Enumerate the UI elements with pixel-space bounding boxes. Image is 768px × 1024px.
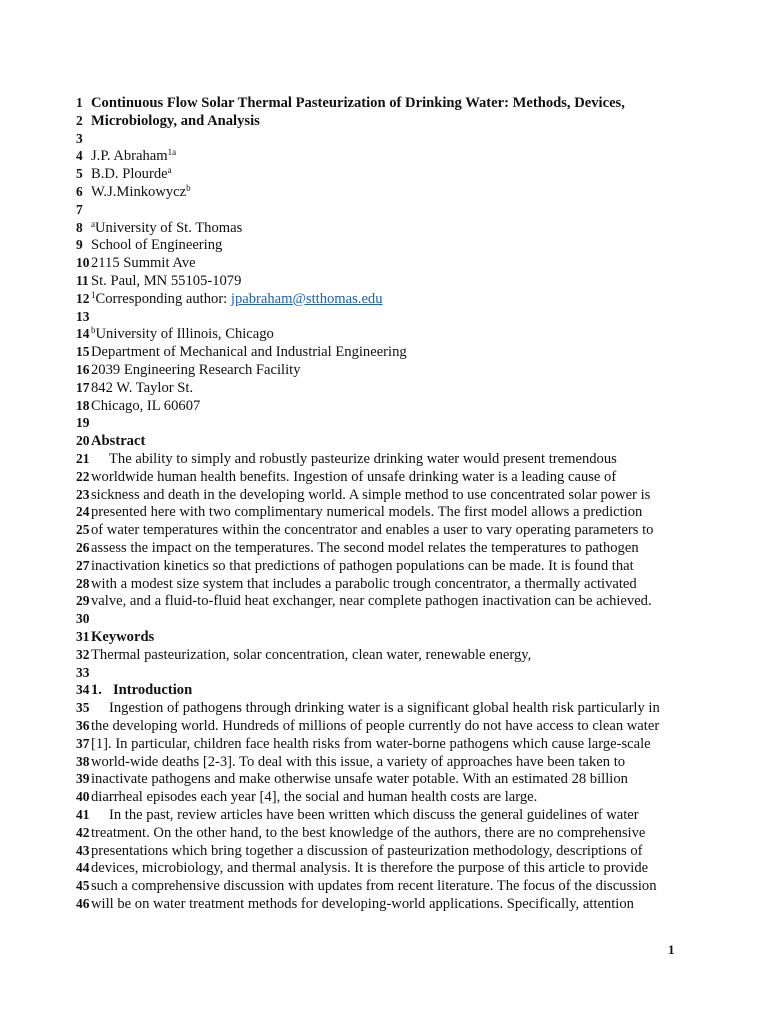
line-number: 14 bbox=[76, 326, 90, 342]
line-number: 13 bbox=[76, 308, 90, 324]
line-number: 30 bbox=[76, 611, 90, 627]
line-number: 33 bbox=[76, 664, 90, 680]
line-content bbox=[91, 647, 531, 663]
manuscript-line bbox=[76, 717, 696, 735]
line-number: 18 bbox=[76, 397, 90, 413]
line-number: 44 bbox=[76, 860, 90, 876]
line-content bbox=[91, 718, 659, 734]
line-content bbox=[91, 362, 301, 378]
manuscript-line bbox=[76, 877, 696, 895]
manuscript-line bbox=[76, 468, 696, 486]
line-number: 10 bbox=[76, 255, 90, 271]
line-content bbox=[91, 326, 274, 342]
manuscript-line bbox=[76, 272, 696, 290]
manuscript-line bbox=[76, 397, 696, 415]
line-content bbox=[91, 184, 191, 200]
line-content bbox=[91, 576, 637, 592]
line-number: 34 bbox=[76, 682, 90, 698]
line-content bbox=[91, 771, 628, 787]
line-number: 23 bbox=[76, 486, 90, 502]
paragraph-text: diarrheal episodes each year [4], the social and human health costs are large. bbox=[91, 789, 538, 806]
manuscript-line bbox=[76, 592, 696, 610]
line-number: 26 bbox=[76, 540, 90, 555]
paragraph-text: School of Engineering bbox=[91, 237, 223, 254]
line-content bbox=[91, 860, 648, 876]
manuscript-line bbox=[76, 94, 696, 112]
line-number: 15 bbox=[76, 344, 90, 360]
line-content bbox=[91, 825, 645, 841]
manuscript-line bbox=[76, 165, 696, 183]
manuscript-line bbox=[76, 414, 696, 432]
paragraph-text: will be on water treatment methods for developing-world applications. Specifically, attention bbox=[91, 896, 634, 912]
paragraph-text: with a modest size system that includes a parabolic trough concentrator, a thermally activated bbox=[91, 575, 637, 592]
manuscript-line bbox=[76, 521, 696, 539]
manuscript-line bbox=[76, 575, 696, 593]
line-number: 1 bbox=[76, 95, 83, 110]
line-content bbox=[91, 255, 196, 271]
line-content bbox=[91, 433, 145, 449]
paragraph-text: treatment. On the other hand, to the best knowledge of the authors, there are no comprehensive bbox=[91, 824, 646, 841]
manuscript-line bbox=[76, 628, 696, 646]
manuscript-line bbox=[76, 450, 696, 468]
line-content bbox=[91, 843, 642, 859]
line-number: 43 bbox=[76, 842, 90, 858]
line-content bbox=[91, 237, 222, 253]
line-number: 45 bbox=[76, 878, 90, 894]
paragraph-text: Ingestion of pathogens through drinking water is a significant global health risk particularly in bbox=[109, 700, 660, 717]
line-number: 8 bbox=[76, 219, 83, 235]
manuscript-line bbox=[76, 735, 696, 753]
line-number: 46 bbox=[76, 896, 90, 911]
line-number: 20 bbox=[76, 433, 90, 449]
paragraph-text: world-wide deaths [2-3]. To deal with this issue, a variety of approaches have been taken to bbox=[91, 753, 626, 770]
line-content bbox=[91, 540, 639, 556]
manuscript-line bbox=[76, 539, 696, 557]
line-content bbox=[91, 291, 383, 307]
affiliation-superscript: a bbox=[167, 165, 172, 176]
paragraph-text: assess the impact on the temperatures. The second model relates the temperatures to pathogen bbox=[91, 540, 639, 556]
author-name: W.J.Minkowycz bbox=[91, 184, 187, 200]
line-content bbox=[91, 220, 242, 236]
manuscript-line bbox=[76, 486, 696, 504]
manuscript-line bbox=[76, 503, 696, 521]
section-heading: Introduction bbox=[113, 682, 193, 699]
line-number: 7 bbox=[76, 201, 83, 217]
manuscript-line bbox=[76, 112, 696, 130]
line-content bbox=[91, 469, 616, 485]
manuscript-line bbox=[76, 325, 696, 343]
page-number: 1 bbox=[668, 942, 675, 957]
manuscript-line bbox=[76, 895, 696, 913]
paragraph-text: devices, microbiology, and thermal analysis. It is therefore the purpose of this article to provide bbox=[91, 860, 649, 877]
paragraph-text: 2039 Engineering Research Facility bbox=[91, 362, 301, 378]
manuscript-line bbox=[76, 183, 696, 201]
line-content bbox=[91, 451, 617, 467]
line-content bbox=[91, 95, 625, 111]
manuscript-line bbox=[76, 664, 696, 682]
line-content bbox=[91, 754, 625, 770]
line-number: 39 bbox=[76, 771, 90, 787]
line-number: 32 bbox=[76, 646, 90, 662]
affiliation-name: University of Illinois, Chicago bbox=[95, 326, 274, 343]
affiliation-superscript: 1a bbox=[167, 147, 177, 158]
line-content bbox=[91, 113, 260, 129]
manuscript-line bbox=[76, 610, 696, 628]
line-number: 22 bbox=[76, 468, 90, 484]
manuscript-line bbox=[76, 147, 696, 165]
line-content bbox=[91, 736, 651, 752]
manuscript-line bbox=[76, 432, 696, 450]
line-content bbox=[91, 558, 634, 574]
paragraph-text: Chicago, IL 60607 bbox=[91, 397, 201, 414]
corresponding-label: Corresponding author: bbox=[95, 290, 231, 307]
paper-title-text: Continuous Flow Solar Thermal Pasteurization of Drinking Water: Methods, Devices, bbox=[91, 95, 625, 111]
paragraph-text: valve, and a fluid-to-fluid heat exchanger, near complete pathogen inactivation can be achieved. bbox=[91, 593, 652, 610]
paragraph-text: [1]. In particular, children face health risks from water-borne pathogens which cause large-scale bbox=[91, 735, 651, 752]
line-content bbox=[91, 487, 650, 503]
manuscript-line bbox=[76, 130, 696, 148]
line-number: 11 bbox=[76, 273, 89, 288]
paragraph-text: such a comprehensive discussion with updates from recent literature. The focus of the discussion bbox=[91, 878, 657, 895]
line-number: 17 bbox=[76, 379, 90, 395]
line-content bbox=[91, 593, 652, 609]
line-content bbox=[91, 398, 200, 414]
affiliation-superscript: a bbox=[91, 218, 95, 229]
line-number: 29 bbox=[76, 593, 90, 609]
section-number: 1. bbox=[91, 682, 102, 699]
manuscript-line bbox=[76, 788, 696, 806]
paragraph-text: presented here with two complimentary numerical models. The first model allows a prediction bbox=[91, 504, 643, 521]
line-number: 37 bbox=[76, 735, 90, 751]
manuscript-line bbox=[76, 646, 696, 664]
line-number: 2 bbox=[76, 112, 83, 128]
manuscript-line bbox=[76, 343, 696, 361]
section-heading: Abstract bbox=[91, 433, 146, 450]
author-name: J.P. Abraham bbox=[91, 148, 168, 165]
line-content bbox=[91, 629, 154, 645]
paragraph-text: inactivation kinetics so that predictions of pathogen populations can be made. It is found that bbox=[91, 557, 634, 574]
email-link[interactable]: jpabraham@stthomas.edu bbox=[230, 290, 383, 307]
line-content bbox=[91, 504, 642, 520]
line-content bbox=[91, 807, 639, 823]
manuscript-line bbox=[76, 681, 696, 699]
manuscript-line bbox=[76, 236, 696, 254]
line-content bbox=[91, 789, 537, 805]
line-number: 38 bbox=[76, 753, 90, 769]
line-number: 19 bbox=[76, 415, 90, 431]
line-content bbox=[91, 273, 241, 289]
paragraph-text: Thermal pasteurization, solar concentration, clean water, renewable energy, bbox=[91, 646, 532, 663]
paragraph-text: Department of Mechanical and Industrial Engineering bbox=[91, 344, 407, 361]
line-content bbox=[91, 522, 653, 538]
line-number: 21 bbox=[76, 451, 90, 466]
line-number: 25 bbox=[76, 522, 90, 538]
line-number: 27 bbox=[76, 557, 90, 573]
line-content bbox=[91, 896, 634, 912]
manuscript-line bbox=[76, 753, 696, 771]
paragraph-text: In the past, review articles have been written which discuss the general guidelines of water bbox=[109, 807, 639, 823]
manuscript-line bbox=[76, 842, 696, 860]
line-number: 31 bbox=[76, 629, 90, 644]
manuscript-line bbox=[76, 557, 696, 575]
paper-title-text: Microbiology, and Analysis bbox=[91, 112, 260, 129]
line-content bbox=[91, 700, 660, 716]
manuscript-line bbox=[76, 824, 696, 842]
affiliation-name: University of St. Thomas bbox=[95, 219, 243, 236]
line-number: 16 bbox=[76, 362, 90, 377]
line-number: 35 bbox=[76, 700, 90, 716]
paragraph-text: the developing world. Hundreds of millions of people currently do not have access to clean water bbox=[91, 718, 660, 734]
line-number: 40 bbox=[76, 789, 90, 805]
line-number: 3 bbox=[76, 130, 83, 146]
line-number: 41 bbox=[76, 807, 90, 822]
manuscript-line bbox=[76, 219, 696, 237]
line-content bbox=[91, 166, 172, 182]
line-number: 28 bbox=[76, 575, 90, 591]
line-content bbox=[91, 878, 657, 894]
manuscript-line bbox=[76, 379, 696, 397]
manuscript-line bbox=[76, 859, 696, 877]
manuscript-line bbox=[76, 254, 696, 272]
paragraph-text: sickness and death in the developing world. A simple method to use concentrated solar power is bbox=[91, 486, 651, 503]
manuscript-line bbox=[76, 201, 696, 219]
manuscript-line bbox=[76, 806, 696, 824]
manuscript-line bbox=[76, 290, 696, 308]
line-content bbox=[91, 380, 193, 396]
line-number: 9 bbox=[76, 237, 83, 253]
paragraph-text: 842 W. Taylor St. bbox=[91, 379, 194, 396]
affiliation-superscript: b bbox=[91, 325, 96, 336]
author-name: B.D. Plourde bbox=[91, 166, 168, 183]
line-number: 4 bbox=[76, 148, 83, 164]
manuscript-line bbox=[76, 770, 696, 788]
section-heading: Keywords bbox=[91, 629, 155, 645]
affiliation-superscript: b bbox=[186, 183, 191, 193]
line-number: 42 bbox=[76, 824, 90, 840]
paragraph-text: presentations which bring together a discussion of pasteurization methodology, descriptions of bbox=[91, 842, 643, 859]
line-number: 5 bbox=[76, 166, 83, 182]
paragraph-text: St. Paul, MN 55105-1079 bbox=[91, 273, 242, 289]
paragraph-text: of water temperatures within the concentrator and enables a user to vary operating parameters to bbox=[91, 522, 654, 539]
line-number: 24 bbox=[76, 504, 90, 520]
paragraph-text: 2115 Summit Ave bbox=[91, 255, 196, 272]
line-content bbox=[91, 344, 407, 360]
line-number: 36 bbox=[76, 718, 90, 733]
manuscript-line bbox=[76, 361, 696, 379]
manuscript-line bbox=[76, 308, 696, 326]
paragraph-text: The ability to simply and robustly pasteurize drinking water would present tremendous bbox=[109, 451, 617, 467]
line-content bbox=[91, 682, 192, 698]
manuscript-line bbox=[76, 699, 696, 717]
line-content bbox=[91, 148, 176, 164]
corresponding-superscript: 1 bbox=[91, 289, 96, 300]
paragraph-text: inactivate pathogens and make otherwise unsafe water potable. With an estimated 28 billion bbox=[91, 771, 628, 788]
line-number: 12 bbox=[76, 290, 90, 306]
paragraph-text: worldwide human health benefits. Ingestion of unsafe drinking water is a leading cause of bbox=[91, 468, 617, 485]
line-number: 6 bbox=[76, 184, 83, 199]
